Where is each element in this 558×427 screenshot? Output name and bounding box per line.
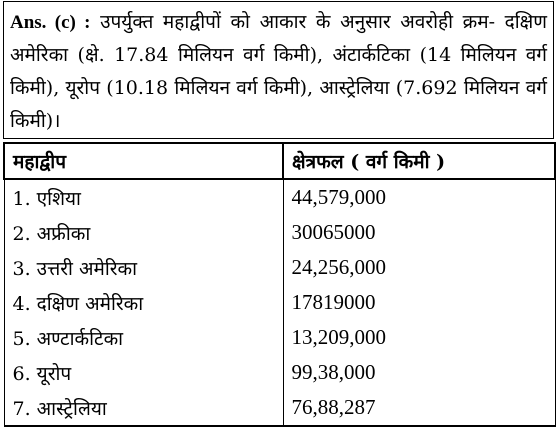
continent-cell: 4. दक्षिण अमेरिका bbox=[4, 285, 283, 320]
continent-cell: 3. उत्तरी अमेरिका bbox=[4, 250, 283, 285]
table-row bbox=[4, 179, 555, 215]
area-cell: 13,209,000 bbox=[283, 320, 555, 355]
answer-box bbox=[3, 1, 554, 139]
table-row bbox=[4, 355, 555, 390]
area-cell: 99,38,000 bbox=[283, 355, 555, 390]
area-cell: 17819000 bbox=[283, 285, 555, 320]
header-area: क्षेत्रफल ( वर्ग किमी ) bbox=[283, 143, 555, 179]
area-cell: 24,256,000 bbox=[283, 250, 555, 285]
continent-area-table bbox=[3, 142, 556, 427]
continent-cell: 6. यूरोप bbox=[4, 355, 283, 390]
table-header-row bbox=[4, 143, 555, 179]
continent-cell: 5. अण्टार्कटिका bbox=[4, 320, 283, 355]
header-continent: महाद्वीप bbox=[4, 143, 283, 179]
area-cell: 44,579,000 bbox=[283, 179, 555, 215]
continent-cell: 1. एशिया bbox=[4, 179, 283, 215]
table-row bbox=[4, 250, 555, 285]
continent-cell: 7. आस्ट्रेलिया bbox=[4, 390, 283, 426]
table-row bbox=[4, 390, 555, 426]
table-row bbox=[4, 285, 555, 320]
table-row bbox=[4, 320, 555, 355]
area-cell: 30065000 bbox=[283, 215, 555, 250]
answer-label: Ans. (c) : bbox=[10, 12, 91, 33]
answer-text: उपर्युक्त महाद्वीपों को आकार के अनुसार अवरोही क्रम- दक्षिण अमेरिका (क्षे. 17.84 मिलियन वर्ग किमी), अंटार्कटिका (14 मिलियन वर्ग किमी), यूरोप (10.18 मिलियन वर्ग किमी), आस्ट्रेलिया (7.692 मिलियन वर्ग किमी)। bbox=[10, 11, 547, 132]
area-cell: 76,88,287 bbox=[283, 390, 555, 426]
table-row bbox=[4, 215, 555, 250]
continent-cell: 2. अफ्रीका bbox=[4, 215, 283, 250]
